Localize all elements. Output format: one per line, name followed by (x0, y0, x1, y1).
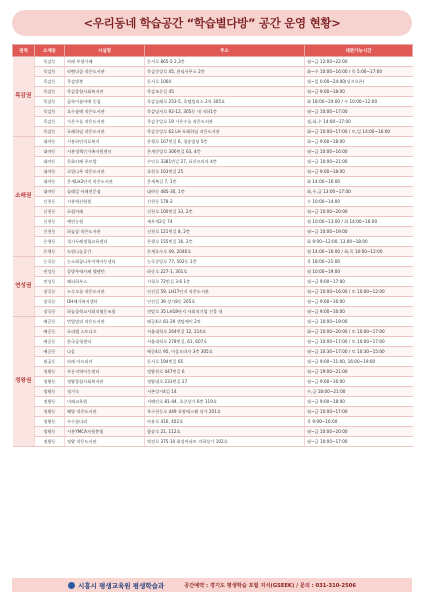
table-row (13, 127, 413, 137)
hours-cell: 화 14:00~16:00 (305, 177, 413, 187)
hours-cell: 월~금 10:00~20:00 (305, 427, 413, 437)
address-cell: 배곧4로 81-29 센텀베이 2차 (145, 317, 305, 327)
address-cell: 하중로 227-1, 301호 (145, 267, 305, 277)
table-row (13, 167, 413, 177)
table-row (13, 267, 413, 277)
hours-cell: 월~금 9:00~11:00, 16:00~19:00 (305, 357, 413, 367)
header-facility: 시설명 (65, 45, 145, 57)
address-cell: 대야동 485-30, 1층 (145, 187, 305, 197)
header-dong: 소재동 (35, 45, 65, 57)
facility-cell: 하늘꿈학교사회적협동조합 (65, 307, 145, 317)
table-row (13, 417, 413, 427)
address-cell: 은계호수로 49, 2046호 (145, 247, 305, 257)
hours-cell: 월~금 10:00~17:00 (305, 407, 413, 417)
table-row (13, 227, 413, 237)
table-row (13, 87, 413, 97)
address-cell: 마유로 416, 402호 (145, 417, 305, 427)
address-cell: 능곡중앙로 77, 502동 1층 (145, 257, 305, 267)
dong-cell: 신천동 (35, 197, 65, 207)
address-cell: 동서로 865-5 2,3층 (145, 57, 305, 67)
dong-cell: 대야동 (35, 167, 65, 177)
address-cell: 서울대학로 278번길, 61, 607호 (145, 337, 305, 347)
table-row (13, 377, 413, 387)
address-cell: 은계복길 7, 1층 (145, 177, 305, 187)
address-cell: 서해안로 81-44, 호중상가 6층 119호 (145, 397, 305, 407)
hours-cell: 월~금 9:00~16:00 (305, 297, 413, 307)
facility-cell: 포럼카페 (65, 207, 145, 217)
dong-cell: 정왕동 (35, 397, 65, 407)
dong-cell: 배곧동 (35, 317, 65, 327)
footer-contact: 공간예약 : 경기도 평생학습 포털 지식(GSEEK) / 문의 : 031-310-2506 (184, 582, 356, 589)
dong-cell: 정왕동 (35, 367, 65, 377)
footer-org (68, 581, 164, 590)
region-cell: 목감권 (13, 57, 35, 137)
table-row (13, 237, 413, 247)
dong-cell: 대야동 (35, 177, 65, 187)
region-cell: 정왕권 (13, 317, 35, 447)
facility-cell: 푸른지역아동센터 (65, 367, 145, 377)
facility-cell: 꿈학이름마에 동섬 (65, 97, 145, 107)
footer-org-name: 시흥시 평생교육원 평생학습과 (78, 581, 165, 590)
facility-cell: 가온수를 작은도서관 (65, 117, 145, 127)
address-cell: 목감중앙로 45, 관리사무소 2층 (145, 67, 305, 77)
facility-cell: 나음 (65, 347, 145, 357)
dong-cell: 목감동 (35, 97, 65, 107)
hours-cell: 월~금 9:00~16:00 (305, 377, 413, 387)
address-cell: 정왕대로 233번길 27 (145, 377, 305, 387)
hours-cell: 월~금 10:00~17:00 (305, 107, 413, 117)
table-row (13, 387, 413, 397)
facility-cell: 경기두레생협교육센터 (65, 237, 145, 247)
table-row (13, 337, 413, 347)
address-cell: 목감남서로 92-12, 305동 내 지하1층 (145, 107, 305, 117)
facility-cell: 수수꽃다리 (65, 417, 145, 427)
hours-cell: 월~금 10:00~21:00 (305, 157, 413, 167)
table-row (13, 327, 413, 337)
hours-cell: 화,수,금 13:00~17:00 (305, 187, 413, 197)
address-cell: 정왕천로 447번길 6 (145, 367, 305, 377)
hours-cell: 목 18:00~21:00 (305, 257, 413, 267)
dong-cell: 은행동 (35, 237, 65, 247)
table-row (13, 217, 413, 227)
region-cell: 연성권 (13, 257, 35, 317)
hours-cell: 월,화,수 14:00~17:00 (305, 117, 413, 127)
facility-cell: 로열나무 작은도서관 (65, 167, 145, 177)
dong-cell: 목감동 (35, 107, 65, 117)
hours-cell: 목 9:00~16:00 (305, 417, 413, 427)
dong-cell: 신천동 (35, 227, 65, 237)
table-row (13, 137, 413, 147)
facility-cell: 공방무역카페 헬렌던 (65, 267, 145, 277)
address-cell: 은행로 155번길 16, 2층 (145, 237, 305, 247)
facility-cell: 미래교육원 (65, 397, 145, 407)
hours-cell: 화 18:00~20:00 / 수 10:00~12:00 (305, 97, 413, 107)
table-row (13, 107, 413, 117)
facility-cell: 능소화꿈나무지역아동센터 (65, 257, 145, 267)
dong-cell: 정왕동 (35, 377, 65, 387)
table-row (13, 297, 413, 307)
dong-cell: 정왕동 (35, 407, 65, 417)
table-row (13, 197, 413, 207)
hours-cell: 월~금 9:00~18:00 (305, 87, 413, 97)
facility-cell: 솔래일 카페전문점 (65, 187, 145, 197)
hours-cell: 월~금 9:00~18:00 (305, 167, 413, 177)
dong-cell: 대야동 (35, 147, 65, 157)
dong-cell: 목감동 (35, 117, 65, 127)
facility-cell: 라벤더꿈 작은도서관 (65, 67, 145, 77)
address-cell: 진말로 35 LH18단지 사회적기업 건물 내 (145, 307, 305, 317)
dong-cell: 능곡동 (35, 257, 65, 267)
table-row (13, 147, 413, 157)
address-cell: 서촌상가4길 14 (145, 387, 305, 397)
facility-cell: 카페 아프리카 (65, 357, 145, 367)
address-cell: 목감둘레로 253-5, 호텔빌리스 2차 305호 (145, 97, 305, 107)
hours-cell: 수,금 18:00~21:00 (305, 387, 413, 397)
hours-cell: 월 10:00~19:00 (305, 267, 413, 277)
header-region: 권역 (13, 45, 35, 57)
address-cell: 호현로 103번길 25 (145, 167, 305, 177)
hours-cell: 월~금 10:30~17:00 / 토 10:30~15:00 (305, 347, 413, 357)
dong-cell: 신천동 (35, 217, 65, 227)
dong-cell: 목감동 (35, 87, 65, 97)
table-row (13, 397, 413, 407)
hours-cell: 월~금 19:00~21:00 (305, 367, 413, 377)
facility-cell: 문화카페 푸르랑 (65, 157, 145, 167)
address-cell: 배곧4로 95, 이음프라자 3층 305호 (145, 347, 305, 357)
address-cell: 인선길 59, LH17단지 작은도서관 (145, 287, 305, 297)
facility-cell: 시흥YMCA자원봉협 (65, 427, 145, 437)
facility-cell: 누루모꿀 작은도서관 (65, 287, 145, 297)
dong-cell: 은행동 (35, 247, 65, 257)
facility-cell: 하늘꿈 작은도서관 (65, 227, 145, 237)
dong-cell: 연성동 (35, 267, 65, 277)
hours-cell: 월~금 10:00~17:00 (305, 437, 413, 447)
table-row (13, 67, 413, 77)
address-cell: 목감중앙로 19 가온수를 작은도서관 (145, 117, 305, 127)
facility-cell: 정왕종합사회복지관 (65, 377, 145, 387)
address-cell: 시청로 72번길 3-6 1층 (145, 277, 305, 287)
table-header-row (13, 45, 413, 57)
table-row (13, 187, 413, 197)
dong-cell: 배곧동 (35, 327, 65, 337)
table-row (13, 427, 413, 437)
header-address: 주소 (145, 45, 305, 57)
hours-cell: 월~금 10:00~17:00 / 토 10:00~17:00 (305, 337, 413, 347)
facility-cell: 번업말리 작은도서관 (65, 317, 145, 327)
hours-cell: 월~금 10:00~19:00 (305, 227, 413, 237)
facility-cell: 목감종합사회복지관 (65, 87, 145, 97)
page-title: <우리동네 학습공간 “학습별다방” 공간 운영 현황> (83, 16, 341, 30)
address-cell: 신천로 100번길 33, 2층 (145, 207, 305, 217)
table-row (13, 287, 413, 297)
address-cell: 함송로 21, 112호 (145, 427, 305, 437)
table-row (13, 157, 413, 167)
table-row (13, 257, 413, 267)
hours-cell: 월~금 9:00~16:00 (305, 307, 413, 317)
dong-cell: 배곧동 (35, 337, 65, 347)
dong-cell: 목감동 (35, 127, 65, 137)
hours-cell: 화~금 9:00~18:00 (305, 137, 413, 147)
address-cell: 목감중앙로 62 LH 포레하임 작은도서관 (145, 127, 305, 137)
facility-cell: 정왕 작은도서관 (65, 437, 145, 447)
hours-cell: 월~금 9:00~17:00 (305, 277, 413, 287)
table-row (13, 437, 413, 447)
hours-cell: 월 14:00~16:00 / 화,목 10:00~12:00 (305, 247, 413, 257)
table-row (13, 367, 413, 377)
hours-cell: 화~금 10:00~17:00 / 토,일 14:00~16:00 (305, 127, 413, 137)
hours-cell: 월 10:00~13:00 / 화 14:00~16:00 (305, 217, 413, 227)
facility-cell: OH해가복지센터 (65, 297, 145, 307)
space-table (12, 44, 413, 447)
table-row (13, 207, 413, 217)
facility-cell: 청기숙 (65, 387, 145, 397)
dong-cell: 월곶동 (35, 357, 65, 367)
table-row (13, 357, 413, 367)
table-row (13, 307, 413, 317)
hours-cell: 화 9:00~12:00, 13:00~18:00 (305, 237, 413, 247)
dong-cell: 목감동 (35, 57, 65, 67)
facility-cell: 한국꿈청센터 (65, 337, 145, 347)
hours-cell: 월~금 12:00~22:00 (305, 57, 413, 67)
facility-cell: 예연농원 (65, 217, 145, 227)
facility-cell: 시흥정책인가족지원센터 (65, 147, 145, 157)
dong-cell: 장곡동 (35, 287, 65, 297)
facility-cell: 목감별봉 (65, 77, 145, 87)
address-cell: 인선길 39 상가8동 205호 (145, 297, 305, 307)
address-cell: 목감조동길 45 (145, 87, 305, 97)
hours-cell: 화~금 10:00~20:00 / 토 10:00~17:00 (305, 327, 413, 337)
table-row (13, 347, 413, 357)
table-row (13, 407, 413, 417)
facility-cell: 은계LH2단지 작은도서관 (65, 177, 145, 187)
address-cell: 수인로 3381번길 27, 표산프라자 4층 (145, 157, 305, 167)
address-cell: 새우개2길 74 (145, 217, 305, 227)
dong-cell: 대야동 (35, 137, 65, 147)
dong-cell: 정왕동 (35, 387, 65, 397)
footer (12, 578, 412, 592)
facility-cell: 해피하우스 (65, 277, 145, 287)
address-cell: 은행로 167번길 6, 청송빌딩 5층 (145, 137, 305, 147)
facility-cell: 호수품에 작은도서관 (65, 107, 145, 117)
table-row (13, 317, 413, 327)
address-cell: 역전로 375-10 화성아파트 지하상가 102호 (145, 437, 305, 447)
facility-cell: 해양 작은도서관 (65, 407, 145, 417)
facility-cell: 포리델 스토디오 (65, 327, 145, 337)
facility-cell: 시흥벽산원원 (65, 197, 145, 207)
facility-cell: 시흥하인의료복지 (65, 137, 145, 147)
address-cell: 동서로 1060 (145, 77, 305, 87)
address-cell: 서울대학로 264번길 12, 214호 (145, 327, 305, 337)
address-cell: 동서로 194번길 65 (145, 357, 305, 367)
header-hours: 대관가능시간 (305, 45, 413, 57)
dong-cell: 목감동 (35, 67, 65, 77)
dong-cell: 대야동 (35, 187, 65, 197)
org-logo-icon (68, 582, 75, 589)
dong-cell: 배곧동 (35, 347, 65, 357)
table-body (13, 57, 413, 447)
address-cell: 은계중앙로 306번길 63, 4층 (145, 147, 305, 157)
dong-cell: 신천동 (35, 207, 65, 217)
dong-cell: 연성동 (35, 277, 65, 287)
table-row (13, 57, 413, 67)
dong-cell: 정왕동 (35, 417, 65, 427)
hours-cell: 월~금 9:00~18:00 (305, 397, 413, 407)
table-row (13, 177, 413, 187)
facility-cell: 도원나눔공간 (65, 247, 145, 257)
dong-cell: 정왕동 (35, 437, 65, 447)
dong-cell: 정왕동 (35, 427, 65, 437)
facility-cell: 카페 무향가배 (65, 57, 145, 67)
dong-cell: 목감동 (35, 77, 65, 87)
hours-cell: 월~금 10:00~20:00 (305, 207, 413, 217)
hours-cell: 월~금 10:00~16:00 (305, 147, 413, 157)
table-row (13, 77, 413, 87)
address-cell: 신천동 178-2 (145, 197, 305, 207)
hours-cell: 월~일 0:00~24:00(상시오픈) (305, 77, 413, 87)
dong-cell: 대야동 (35, 157, 65, 167)
dong-cell: 장곡동 (35, 297, 65, 307)
hours-cell: 월~금 10:00~19:00 (305, 317, 413, 327)
table-row (13, 97, 413, 107)
table-row (13, 117, 413, 127)
region-cell: 소래권 (13, 137, 35, 257)
hours-cell: 수 10:00~14:00 (305, 197, 413, 207)
hours-cell: 월~금 10:00~16:00 / 토 10:00~12:00 (305, 287, 413, 297)
table-row (13, 277, 413, 287)
hours-cell: 화~수 10:00~16:00 / 목 5:00~17:00 (305, 67, 413, 77)
page-title-banner (12, 10, 412, 36)
dong-cell: 장곡동 (35, 307, 65, 317)
address-cell: 신천로 121번길 8, 2층 (145, 227, 305, 237)
table-row (13, 247, 413, 257)
address-cell: 옥구천동로 449 호양테스퀘 상가 201호 (145, 407, 305, 417)
facility-cell: 포레하임 작은도서관 (65, 127, 145, 137)
